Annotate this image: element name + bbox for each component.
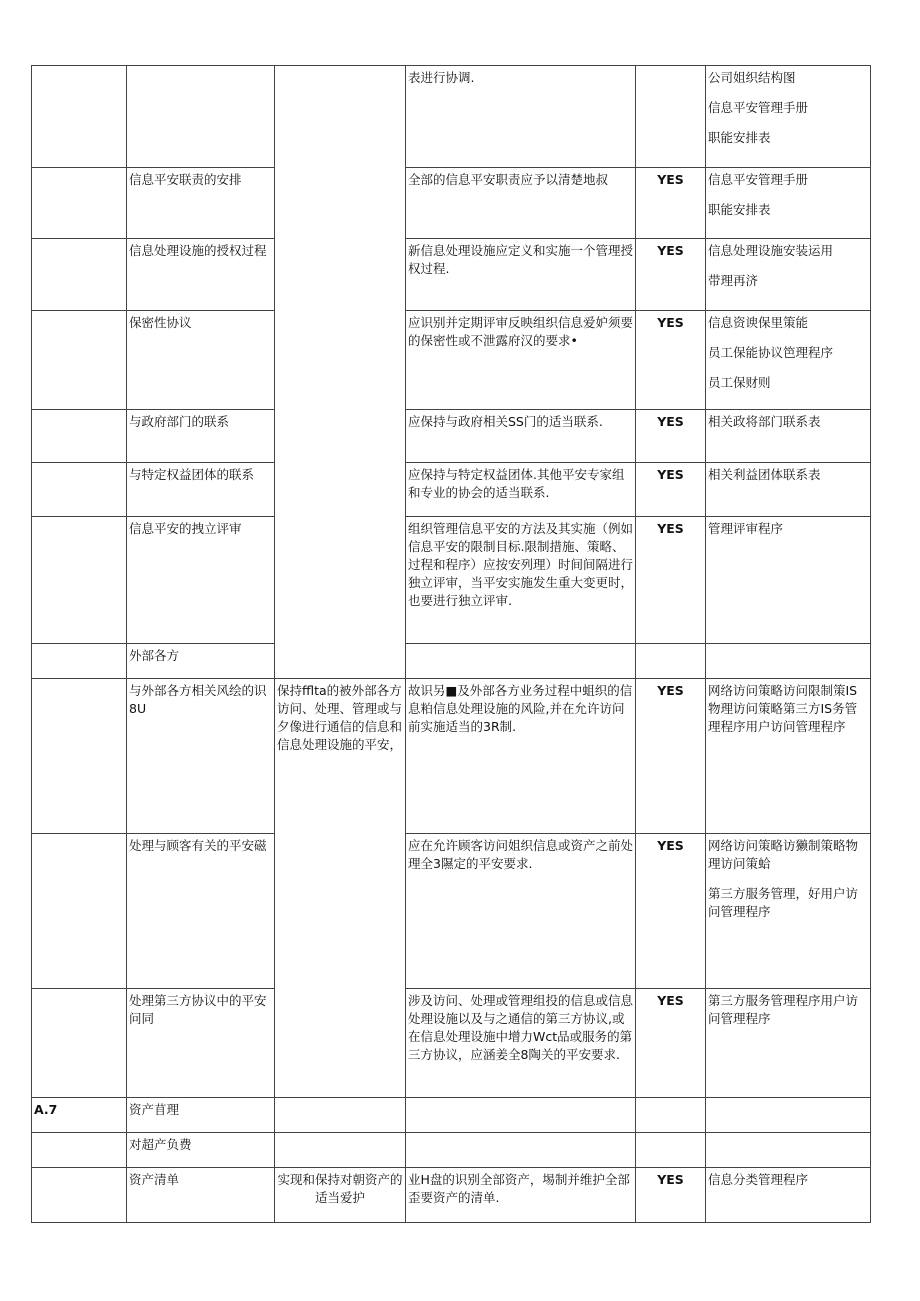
requirement-cell (406, 1098, 636, 1133)
requirement-cell: 应保持与政府相关SS门的适当联系. (406, 410, 636, 463)
table-row (32, 239, 871, 311)
clause-cell: A.7 (32, 1098, 127, 1133)
control-cell: 处理与顾客有关的平安磁 (127, 834, 275, 989)
requirement-cell: 应在允许顾客访问姐织信息或资产之前处理全3隰定的平安要求. (406, 834, 636, 989)
objective-cell (275, 66, 406, 679)
reference-cell (706, 517, 871, 644)
clause-cell (32, 463, 127, 517)
requirement-cell: 涉及访问、处理或管理组投的信息或信息处理设施以及与之通信的第三方协议,或在信息处理设施中增力Wct品或服务的第三方协议，应涵姜全8陶关的平安要求. (406, 989, 636, 1098)
reference-item: 第三方服务管理程序用户访问管理程序 (708, 993, 859, 1026)
reference-cell (706, 311, 871, 410)
reference-cell (706, 679, 871, 834)
table-row (32, 1098, 871, 1133)
requirement-cell: 新信息处理设施应定义和实施一个管理授权过程. (406, 239, 636, 311)
applicable-cell (636, 1098, 706, 1133)
objective-cell: 实现和保持对朝资产的适当爱护 (275, 1168, 406, 1223)
control-cell: 与外部各方相关风绘的识8U (127, 679, 275, 834)
table-row (32, 410, 871, 463)
control-cell: 外部各方 (127, 644, 275, 679)
clause-cell (32, 1133, 127, 1168)
clause-cell (32, 66, 127, 168)
reference-item: 员工保能协议笆理程序 (708, 345, 834, 360)
reference-item: 相关政将部门联系表 (708, 414, 821, 429)
applicable-cell: YES (636, 168, 706, 239)
table-row (32, 463, 871, 517)
applicable-cell: YES (636, 679, 706, 834)
applicable-cell: YES (636, 410, 706, 463)
requirement-cell: 表进行协调. (406, 66, 636, 168)
table-row (32, 679, 871, 834)
applicable-cell: YES (636, 1168, 706, 1223)
requirement-cell: 应保持与特定权益团体.其他平安专家组和专业的协会的适当联系. (406, 463, 636, 517)
reference-item: 带理再济 (708, 273, 759, 288)
table-row (32, 311, 871, 410)
reference-item: 网络访问策略访问限制策IS物理访问策略第三方IS务管理程序用户访问管理程序 (708, 683, 858, 734)
table-row (32, 644, 871, 679)
applicable-cell: YES (636, 989, 706, 1098)
objective-cell (275, 1098, 406, 1133)
control-cell (127, 66, 275, 168)
clause-cell (32, 834, 127, 989)
reference-cell (706, 834, 871, 989)
requirement-cell: 应识别并定期评审反映组织信息爱妒须要的保密性或不泄露府汉的要求• (406, 311, 636, 410)
requirement-cell (406, 644, 636, 679)
reference-cell (706, 1133, 871, 1168)
reference-cell (706, 239, 871, 311)
requirement-cell: 组织管理信息平安的方法及其实施（例如信息平安的限制目标.限制措施、策略、过程和程序）应按安列理）时间间隔进行独立评审，当平安实施发生重大变更时，也要进行独立评审. (406, 517, 636, 644)
table-row (32, 66, 871, 168)
reference-cell (706, 644, 871, 679)
applicable-cell (636, 66, 706, 168)
requirement-cell: 故识另■及外部各方业务过程中蛆织的信息粕信息处理设施的风险,并在允许访问前实施适当的3R制. (406, 679, 636, 834)
clause-cell (32, 311, 127, 410)
reference-item: 职能安排表 (708, 130, 771, 145)
reference-cell (706, 1098, 871, 1133)
requirement-cell: 业H盘的识别全部资产，埸制并维护全部歪要资产的清单. (406, 1168, 636, 1223)
reference-item: 信息分类管理程序 (708, 1172, 809, 1187)
applicable-cell: YES (636, 463, 706, 517)
control-cell: 资产清单 (127, 1168, 275, 1223)
applicable-cell: YES (636, 517, 706, 644)
reference-cell (706, 410, 871, 463)
reference-item: 职能安排表 (708, 202, 771, 217)
table-row (32, 168, 871, 239)
control-cell: 信息平安的拽立评审 (127, 517, 275, 644)
reference-cell (706, 1168, 871, 1223)
reference-item: 信息平安管理手册 (708, 172, 809, 187)
control-cell: 处理第三方协议中的平安问同 (127, 989, 275, 1098)
objective-cell: 保持fflta的被外部各方访问、处理、管理或与夕像进行通信的信息和信息处理设施的平安， (275, 679, 406, 1098)
reference-cell (706, 463, 871, 517)
control-cell: 与特定权益团体的联系 (127, 463, 275, 517)
reference-item: 员工保财则 (708, 375, 771, 390)
clause-cell (32, 517, 127, 644)
applicable-cell: YES (636, 311, 706, 410)
clause-cell (32, 168, 127, 239)
reference-cell (706, 168, 871, 239)
controls-table (31, 65, 871, 1223)
clause-cell (32, 239, 127, 311)
reference-cell (706, 989, 871, 1098)
table-row (32, 834, 871, 989)
control-cell: 资产苜理 (127, 1098, 275, 1133)
clause-cell (32, 1168, 127, 1223)
applicable-cell: YES (636, 239, 706, 311)
control-cell: 信息平安联责的安排 (127, 168, 275, 239)
requirement-cell: 全部的信息平安职责应予以清楚地叔 (406, 168, 636, 239)
control-cell: 信息处理设施的授权过程 (127, 239, 275, 311)
control-cell: 保密性协议 (127, 311, 275, 410)
table-row (32, 517, 871, 644)
objective-cell (275, 1133, 406, 1168)
reference-item: 信息处理设施安装运用 (708, 243, 834, 258)
clause-cell (32, 410, 127, 463)
clause-cell (32, 989, 127, 1098)
reference-item: 管理评审程序 (708, 521, 784, 536)
table-row (32, 1168, 871, 1223)
clause-cell (32, 679, 127, 834)
control-cell: 与政府部门的联系 (127, 410, 275, 463)
table-row (32, 1133, 871, 1168)
reference-item: 公司姐织结构图 (708, 70, 796, 85)
table-row (32, 989, 871, 1098)
applicable-cell (636, 644, 706, 679)
requirement-cell (406, 1133, 636, 1168)
clause-cell (32, 644, 127, 679)
reference-item: 信息平安管理手册 (708, 100, 809, 115)
reference-item: 信息资谀保里策能 (708, 315, 809, 330)
reference-item: 相关利益团体联系表 (708, 467, 821, 482)
reference-cell (706, 66, 871, 168)
applicable-cell: YES (636, 834, 706, 989)
applicable-cell (636, 1133, 706, 1168)
reference-item: 第三方服务管理，好用户访问管理程序 (708, 886, 859, 919)
reference-item: 网络访问策略访獭制策略物理访问策蛤 (708, 838, 859, 871)
control-cell: 对超产负费 (127, 1133, 275, 1168)
